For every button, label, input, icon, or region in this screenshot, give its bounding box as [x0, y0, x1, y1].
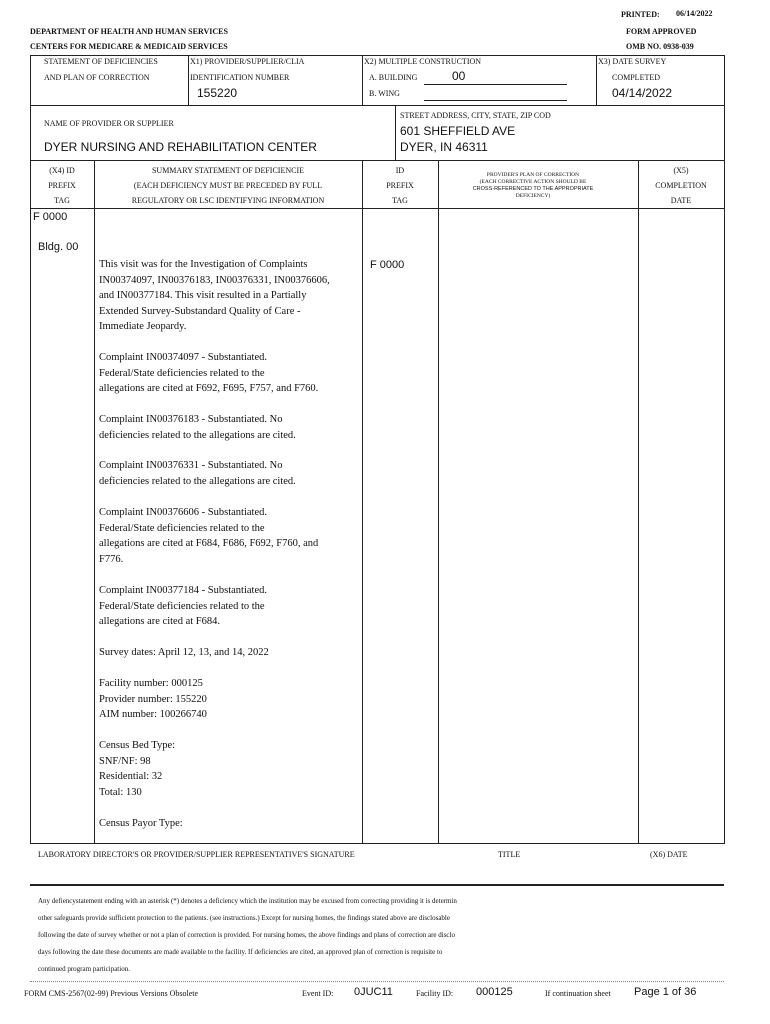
x3-label-1: X3) DATE SURVEY [598, 57, 667, 66]
printed-date: 06/14/2022 [676, 9, 713, 18]
x4-label-3: TAG [54, 196, 70, 205]
para-facility-numbers: Facility number: 000125 Provider number: 155220 AIM number: 100266740 [99, 678, 207, 720]
id-label-2: PREFIX [386, 181, 414, 190]
provider-id-value: 155220 [197, 86, 238, 100]
id-label-1: ID [395, 166, 405, 175]
department-name: DEPARTMENT OF HEALTH AND HUMAN SERVICES [30, 27, 228, 36]
prov-bottom-rule [30, 160, 724, 161]
event-id-value: 0JUC11 [354, 986, 393, 998]
para-survey-dates: Survey dates: April 12, 13, and 14, 2022 [99, 647, 269, 658]
x4-label-1: (X4) ID [49, 166, 75, 175]
para-census-bed: Census Bed Type: SNF/NF: 98 Residential: 32 Total: 130 [99, 740, 176, 798]
page-number: Page 1 of 36 [634, 986, 697, 998]
event-id-label: Event ID: [302, 989, 334, 998]
box-divider-1 [188, 55, 189, 105]
survey-date-value: 04/14/2022 [612, 86, 673, 100]
x5-label-3: DATE [670, 196, 692, 205]
signature-label: LABORATORY DIRECTOR'S OR PROVIDER/SUPPLIER REPRESENTATIVE'S SIGNATURE [38, 850, 355, 859]
form-id: FORM CMS-2567(02-99) Previous Versions Obsolete [24, 989, 199, 998]
col-line-2 [362, 160, 363, 844]
col-line-1 [94, 160, 95, 844]
para-census-payor: Census Payor Type: [99, 818, 183, 829]
disclaimer-line-5: continued program participation. [38, 965, 130, 973]
para-complaint-4: Complaint IN00376606 - Substantiated. Federal/State deficiencies related to the allegations are cited at F684, F686, F692, F760, and F776. [99, 507, 319, 565]
centers-name: CENTERS FOR MEDICARE & MEDICAID SERVICES [30, 42, 228, 51]
prov-right-edge [724, 105, 725, 160]
building-label: A. BUILDING [369, 73, 418, 82]
id-label-3: TAG [392, 196, 408, 205]
signature-rule [30, 884, 724, 886]
top-rule [30, 55, 724, 56]
plan-label-2: (EACH CORRECTIVE ACTION SHOULD BE [479, 179, 587, 185]
para-complaint-2: Complaint IN00376183 - Substantiated. No deficiencies related to the allegations are cited. [99, 414, 296, 441]
disclaimer-line-1: Any defiencystatement ending with an asterisk (*) denotes a deficiency which the institution may be excused from correcting providing it is determin [38, 897, 457, 905]
building-tag: Bldg. 00 [38, 241, 79, 253]
address-label: STREET ADDRESS, CITY, STATE, ZIP COD [400, 111, 551, 120]
left-tag: F 0000 [33, 211, 68, 223]
footer-rule [30, 981, 724, 982]
plan-label-3: CROSS-REFERENCED TO THE APPROPRIATE [472, 186, 594, 192]
box-divider-2 [362, 55, 363, 105]
prov-divider [395, 105, 396, 160]
col-line-4 [638, 160, 639, 844]
disclaimer [38, 893, 457, 978]
wing-underline [424, 100, 567, 101]
para-complaint-5: Complaint IN00377184 - Substantiated. Federal/State deficiencies related to the allegations are cited at F684. [99, 585, 267, 627]
x5-label-1: (X5) [673, 166, 689, 175]
statement-label-2: AND PLAN OF CORRECTION [44, 73, 150, 82]
form-approved: FORM APPROVED [626, 27, 697, 36]
para-intro: This visit was for the Investigation of Complaints IN00374097, IN00376183, IN00376331, IN00376606, and IN00377184. This visit resulted in a Partially Extended Survey-Substandard Quality of Care - Immediate Jeopardy. [99, 259, 330, 332]
header-bottom-rule [30, 208, 724, 209]
printed-label: PRINTED: [621, 10, 660, 19]
title-label: TITLE [498, 850, 521, 859]
provider-name-value: DYER NURSING AND REHABILITATION CENTER [44, 140, 317, 154]
x3-label-2: COMPLETED [612, 73, 660, 82]
box-left-edge [30, 55, 31, 105]
box-divider-3 [596, 55, 597, 105]
disclaimer-line-2: other safeguards provide sufficient protection to the patients. (see instructions.) Except for nursing homes, the findings stated above are disclosable [38, 914, 450, 922]
para-complaint-1: Complaint IN00374097 - Substantiated. Federal/State deficiencies related to the allegations are cited at F692, F695, F757, and F760. [99, 352, 319, 394]
col-line-0 [30, 160, 31, 844]
statement-label-1: STATEMENT OF DEFICIENCIES [44, 57, 158, 66]
plan-header [438, 172, 628, 200]
provider-name-label: NAME OF PROVIDER OR SUPPLIER [44, 119, 174, 128]
para-complaint-3: Complaint IN00376331 - Substantiated. No deficiencies related to the allegations are cited. [99, 460, 296, 487]
prov-left-edge [30, 105, 31, 160]
address-line-2: DYER, IN 46311 [400, 140, 488, 154]
summary-label-2: (EACH DEFICIENCY MUST BE PRECEDED BY FULL [133, 181, 323, 190]
address-line-1: 601 SHEFFIELD AVE [400, 124, 516, 138]
facility-id-value: 000125 [476, 986, 513, 998]
x6-date-label: (X6) DATE [650, 850, 688, 859]
right-tag: F 0000 [370, 259, 405, 271]
x5-label-2: COMPLETION [655, 181, 707, 190]
building-value: 00 [452, 69, 466, 83]
building-underline [424, 84, 567, 85]
continuation-label: If continuation sheet [545, 989, 611, 998]
body-bottom-rule [30, 843, 724, 844]
box-right-edge [724, 55, 725, 105]
x2-label: X2) MULTIPLE CONSTRUCTION [364, 57, 482, 66]
x1-label-2: IDENTIFICATION NUMBER [190, 73, 290, 82]
row1-bottom-rule [30, 105, 724, 106]
summary-label-3: REGULATORY OR LSC IDENTIFYING INFORMATION [131, 196, 325, 205]
omb-number: OMB NO. 0938-039 [626, 42, 694, 51]
x1-label-1: X1) PROVIDER/SUPPLIER/CLIA [190, 57, 305, 66]
col-line-5 [724, 160, 725, 844]
facility-id-label: Facility ID: [416, 989, 454, 998]
plan-label-1: PROVIDER'S PLAN OF CORRECTION [486, 172, 580, 178]
x4-label-2: PREFIX [48, 181, 76, 190]
summary-label-1: SUMMARY STATEMENT OF DEFICIENCIE [151, 166, 305, 175]
disclaimer-line-3: following the date of survey whether or not a plan of correction is provided. For nursing homes, the above findings and plans of correction are disclo [38, 931, 455, 939]
wing-label: B. WING [369, 89, 400, 98]
plan-label-4: DEFICIENCY) [515, 193, 551, 199]
col-line-3 [438, 160, 439, 844]
disclaimer-line-4: days following the date these documents are made available to the facility. If deficiencies are cited, an approved plan of correction is requisite to [38, 948, 443, 956]
